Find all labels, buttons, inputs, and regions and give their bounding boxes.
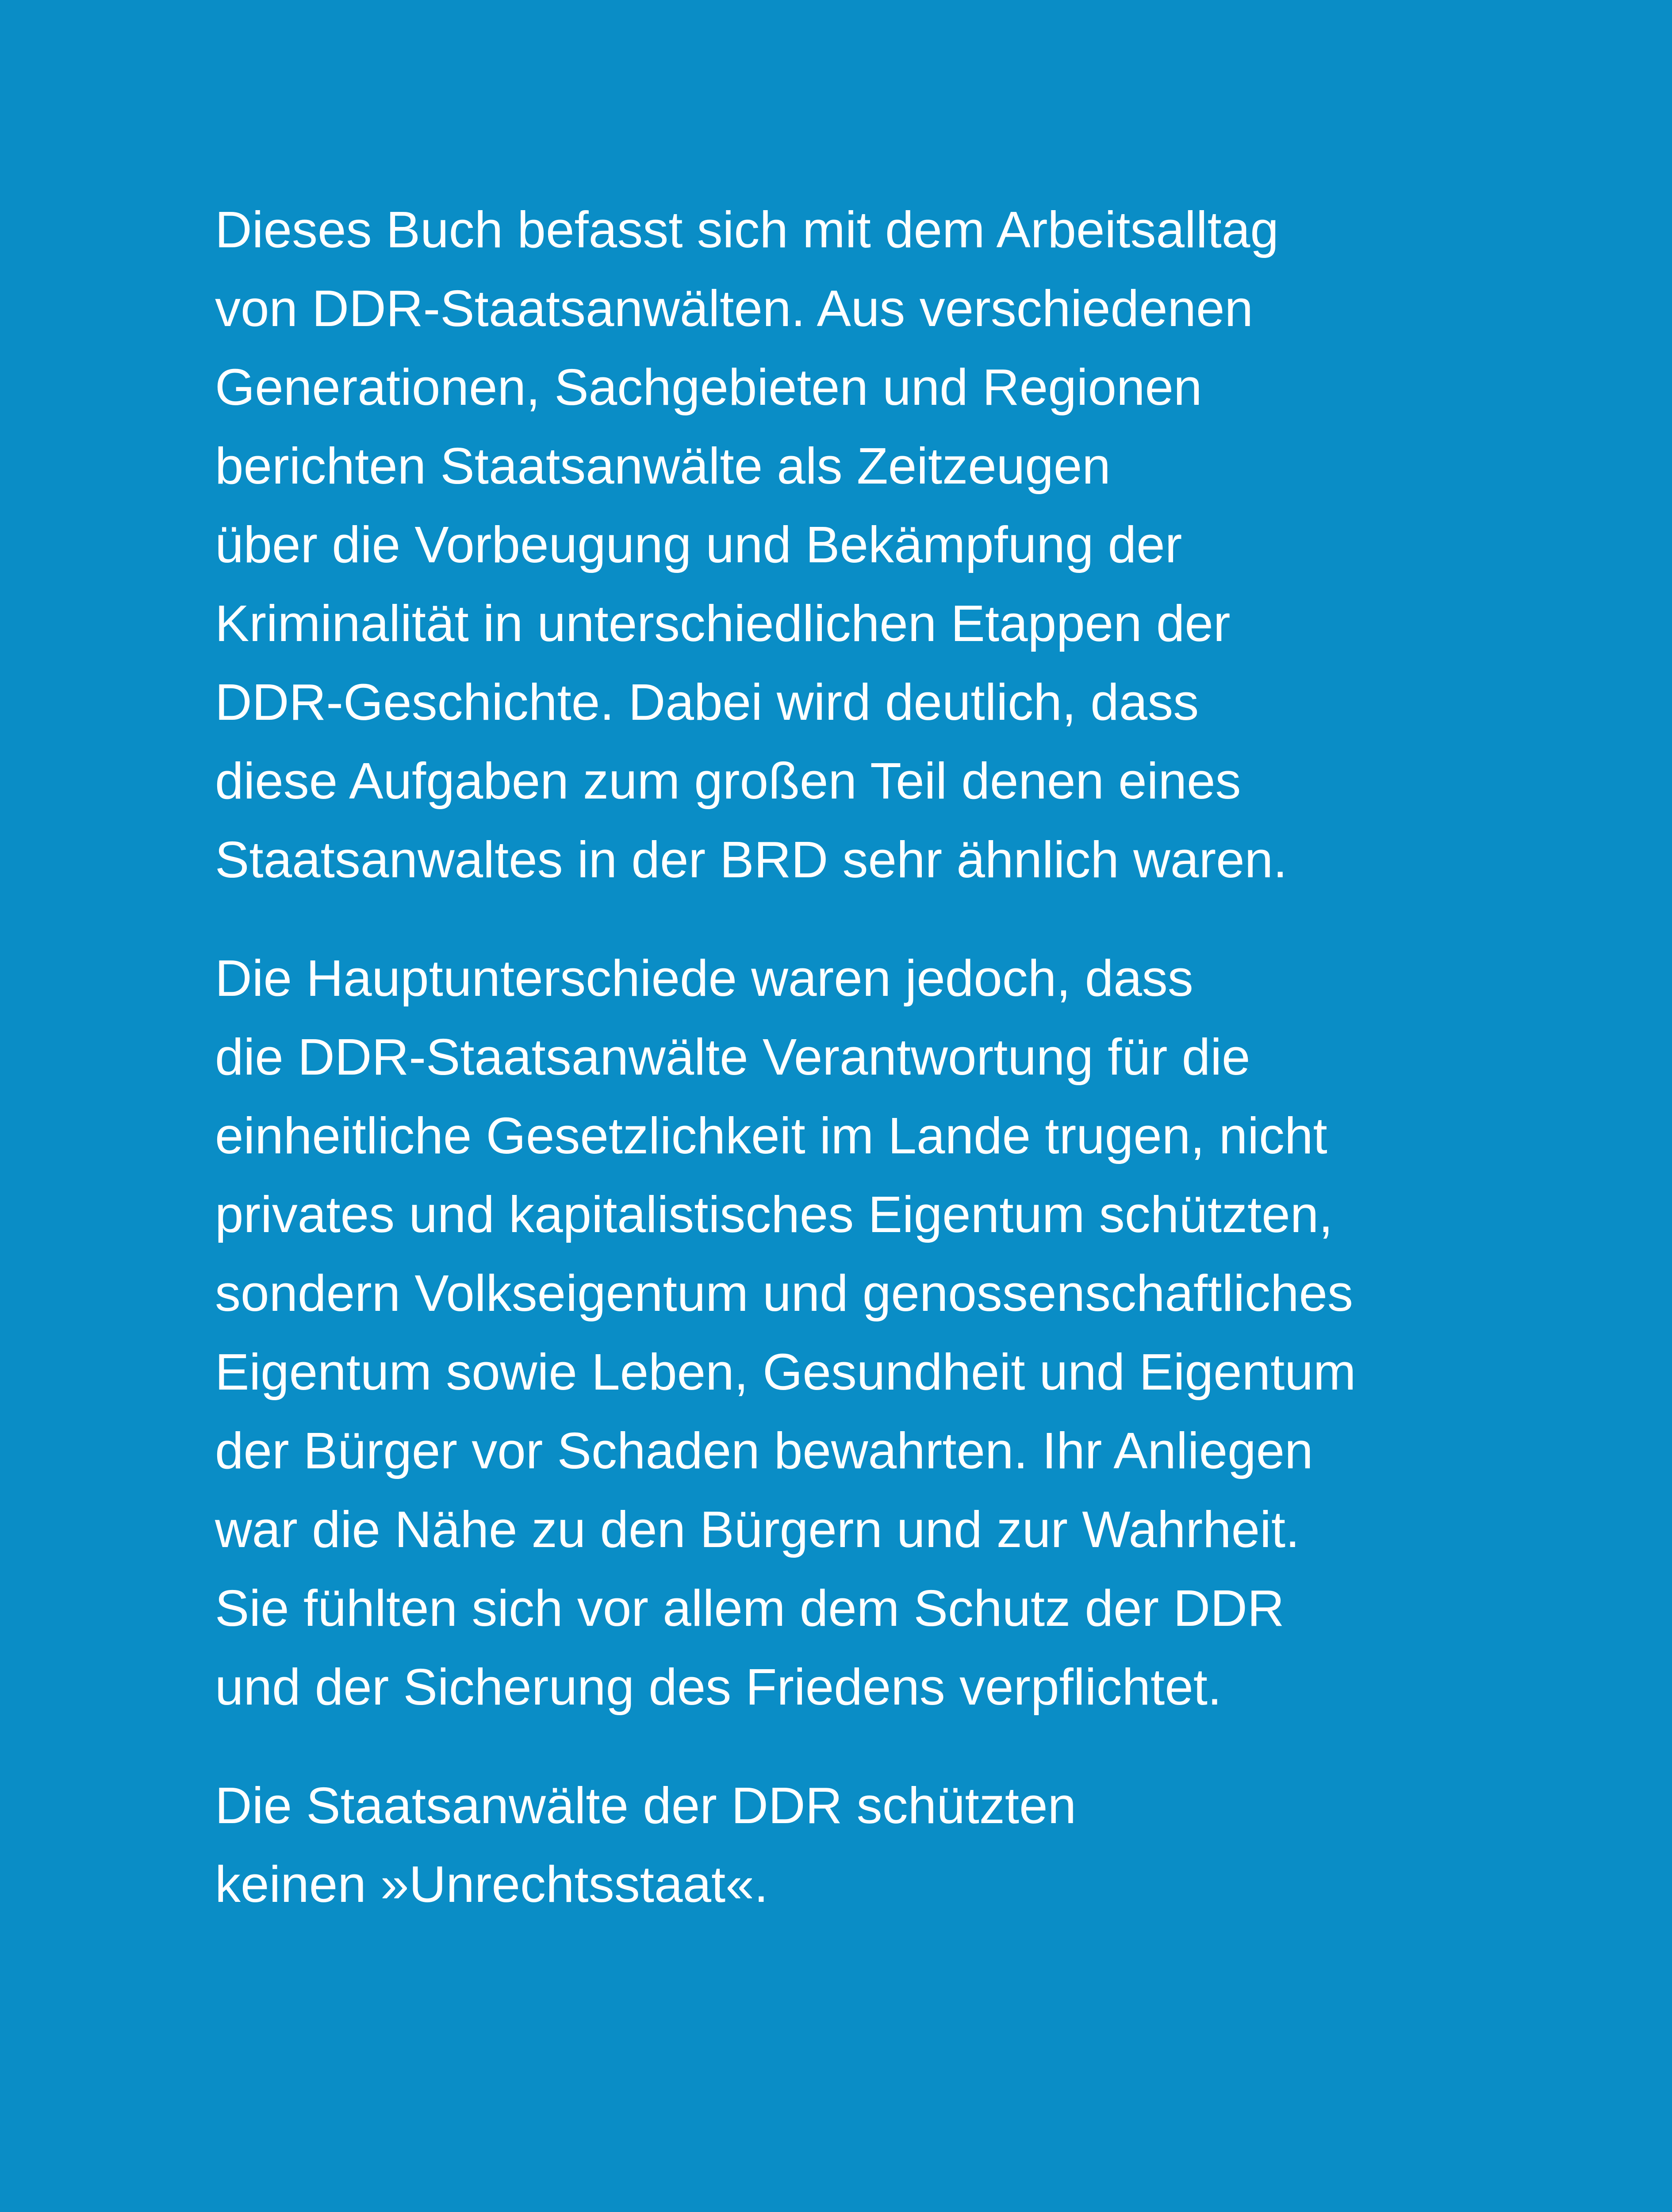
blurb-line: über die Vorbeugung und Bekämpfung der <box>215 516 1182 573</box>
blurb-paragraph <box>215 939 1498 1726</box>
blurb-line: Die Hauptunterschiede waren jedoch, dass <box>215 949 1193 1007</box>
blurb-line: keinen »Unrechtsstaat«. <box>215 1855 768 1913</box>
blurb-line: diese Aufgaben zum großen Teil denen eines <box>215 752 1241 810</box>
blurb-line: berichten Staatsanwälte als Zeitzeugen <box>215 437 1111 495</box>
paragraph-gap <box>215 1726 1498 1766</box>
blurb-line: Sie fühlten sich vor allem dem Schutz der DDR <box>215 1579 1285 1637</box>
blurb-line: Eigentum sowie Leben, Gesundheit und Eigentum <box>215 1343 1356 1401</box>
blurb-line: der Bürger vor Schaden bewahrten. Ihr Anliegen <box>215 1422 1313 1479</box>
blurb-line: privates und kapitalistisches Eigentum schützten, <box>215 1186 1333 1243</box>
blurb-line: DDR-Geschichte. Dabei wird deutlich, dass <box>215 673 1199 731</box>
blurb-line: die DDR-Staatsanwälte Verantwortung für die <box>215 1028 1250 1086</box>
blurb-line: von DDR-Staatsanwälten. Aus verschiedenen <box>215 280 1254 337</box>
blurb-line: war die Nähe zu den Bürgern und zur Wahrheit. <box>215 1501 1300 1558</box>
blurb-line: Staatsanwaltes in der BRD sehr ähnlich waren. <box>215 831 1288 888</box>
blurb-line: und der Sicherung des Friedens verpflichtet. <box>215 1658 1222 1716</box>
blurb-paragraph <box>215 190 1498 899</box>
blurb-line: einheitliche Gesetzlichkeit im Lande trugen, nicht <box>215 1107 1327 1164</box>
blurb-line: Generationen, Sachgebieten und Regionen <box>215 358 1202 416</box>
blurb-text <box>215 190 1498 1924</box>
blurb-line: sondern Volkseigentum und genossenschaftliches <box>215 1264 1354 1322</box>
paragraph-gap <box>215 899 1498 939</box>
blurb-line: Die Staatsanwälte der DDR schützten <box>215 1777 1077 1834</box>
blurb-line: Dieses Buch befasst sich mit dem Arbeitsalltag <box>215 201 1279 258</box>
blurb-paragraph <box>215 1766 1498 1924</box>
blurb-line: Kriminalität in unterschiedlichen Etappen der <box>215 595 1231 652</box>
